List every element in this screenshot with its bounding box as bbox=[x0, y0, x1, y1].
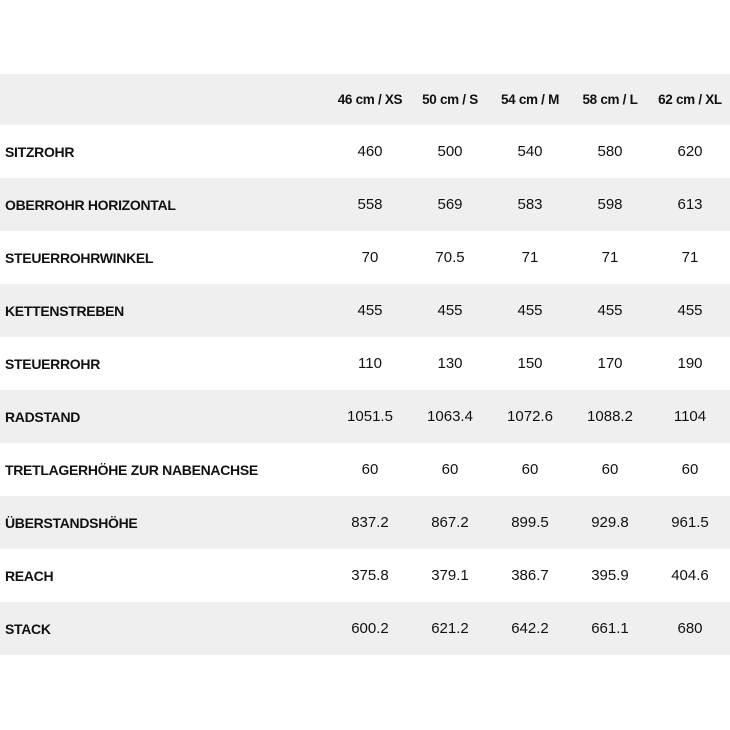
table-cell: 598 bbox=[597, 196, 623, 213]
row-label: STEUERROHR bbox=[5, 355, 101, 372]
table-cell: 620 bbox=[677, 143, 703, 160]
table-cell: 455 bbox=[437, 302, 463, 319]
table-cell: 899.5 bbox=[511, 514, 549, 531]
table-row bbox=[0, 602, 730, 655]
table-cell: 130 bbox=[437, 355, 463, 372]
table-cell: 404.6 bbox=[671, 567, 709, 584]
table-cell: 455 bbox=[677, 302, 703, 319]
table-cell: 500 bbox=[437, 143, 463, 160]
column-header-s: 50 cm / S bbox=[422, 92, 478, 107]
table-cell: 460 bbox=[357, 143, 383, 160]
table-header-row bbox=[0, 74, 730, 125]
table-cell: 60 bbox=[361, 461, 379, 478]
column-header-m: 54 cm / M bbox=[500, 92, 560, 107]
table-cell: 961.5 bbox=[671, 514, 709, 531]
table-row bbox=[0, 549, 730, 602]
table-cell: 71 bbox=[681, 249, 699, 266]
table-cell: 70 bbox=[361, 249, 379, 266]
row-label: KETTENSTREBEN bbox=[5, 302, 124, 319]
table-cell: 71 bbox=[601, 249, 619, 266]
table-cell: 867.2 bbox=[431, 514, 469, 531]
table-cell: 375.8 bbox=[351, 567, 389, 584]
table-cell: 190 bbox=[677, 355, 703, 372]
row-label: REACH bbox=[5, 567, 54, 584]
row-cells bbox=[330, 408, 730, 425]
row-label: STEUERROHRWINKEL bbox=[5, 249, 154, 266]
table-cell: 150 bbox=[517, 355, 543, 372]
table-cell: 600.2 bbox=[351, 620, 389, 637]
row-label: ÜBERSTANDSHÖHE bbox=[5, 514, 138, 531]
table-row bbox=[0, 125, 730, 178]
table-row bbox=[0, 284, 730, 337]
table-cell: 60 bbox=[601, 461, 619, 478]
table-cell: 455 bbox=[357, 302, 383, 319]
row-label: RADSTAND bbox=[5, 408, 81, 425]
table-cell: 71 bbox=[521, 249, 539, 266]
table-row bbox=[0, 496, 730, 549]
row-label: SITZROHR bbox=[5, 143, 75, 160]
table-row bbox=[0, 337, 730, 390]
table-cell: 837.2 bbox=[351, 514, 389, 531]
row-cells bbox=[330, 567, 730, 584]
table-row bbox=[0, 443, 730, 496]
row-cells bbox=[330, 302, 730, 319]
table-cell: 1072.6 bbox=[507, 408, 553, 425]
table-cell: 929.8 bbox=[591, 514, 629, 531]
table-cell: 110 bbox=[358, 355, 382, 372]
table-cell: 1063.4 bbox=[427, 408, 473, 425]
table-cell: 661.1 bbox=[591, 620, 629, 637]
table-cell: 580 bbox=[597, 143, 623, 160]
header-cells bbox=[330, 92, 730, 107]
row-cells bbox=[330, 143, 730, 160]
table-row bbox=[0, 231, 730, 284]
row-label: STACK bbox=[5, 620, 51, 637]
table-cell: 558 bbox=[357, 196, 383, 213]
row-cells bbox=[330, 620, 730, 637]
row-cells bbox=[330, 355, 730, 372]
table-cell: 621.2 bbox=[431, 620, 469, 637]
column-header-l: 58 cm / L bbox=[582, 92, 638, 107]
row-cells bbox=[330, 461, 730, 478]
table-cell: 170 bbox=[597, 355, 623, 372]
table-cell: 455 bbox=[517, 302, 543, 319]
table-cell: 60 bbox=[681, 461, 699, 478]
table-cell: 1104 bbox=[673, 408, 707, 425]
table-cell: 395.9 bbox=[591, 567, 629, 584]
table-cell: 680 bbox=[677, 620, 703, 637]
table-body bbox=[0, 125, 730, 655]
table-row bbox=[0, 390, 730, 443]
row-label: TRETLAGERHÖHE ZUR NABENACHSE bbox=[5, 461, 258, 478]
row-label: OBERROHR HORIZONTAL bbox=[5, 196, 176, 213]
column-header-xl: 62 cm / XL bbox=[658, 92, 722, 107]
table-cell: 60 bbox=[441, 461, 459, 478]
table-cell: 379.1 bbox=[431, 567, 469, 584]
row-cells bbox=[330, 514, 730, 531]
table-cell: 613 bbox=[677, 196, 703, 213]
table-cell: 1051.5 bbox=[347, 408, 393, 425]
table-cell: 569 bbox=[437, 196, 463, 213]
table-cell: 540 bbox=[517, 143, 543, 160]
table-cell: 1088.2 bbox=[587, 408, 633, 425]
table-cell: 70.5 bbox=[435, 249, 465, 266]
table-cell: 455 bbox=[597, 302, 623, 319]
geometry-table bbox=[0, 74, 730, 655]
table-cell: 583 bbox=[517, 196, 543, 213]
row-cells bbox=[330, 196, 730, 213]
table-cell: 60 bbox=[521, 461, 539, 478]
table-cell: 642.2 bbox=[511, 620, 549, 637]
row-cells bbox=[330, 249, 730, 266]
table-row bbox=[0, 178, 730, 231]
column-header-xs: 46 cm / XS bbox=[337, 92, 403, 107]
table-cell: 386.7 bbox=[511, 567, 549, 584]
